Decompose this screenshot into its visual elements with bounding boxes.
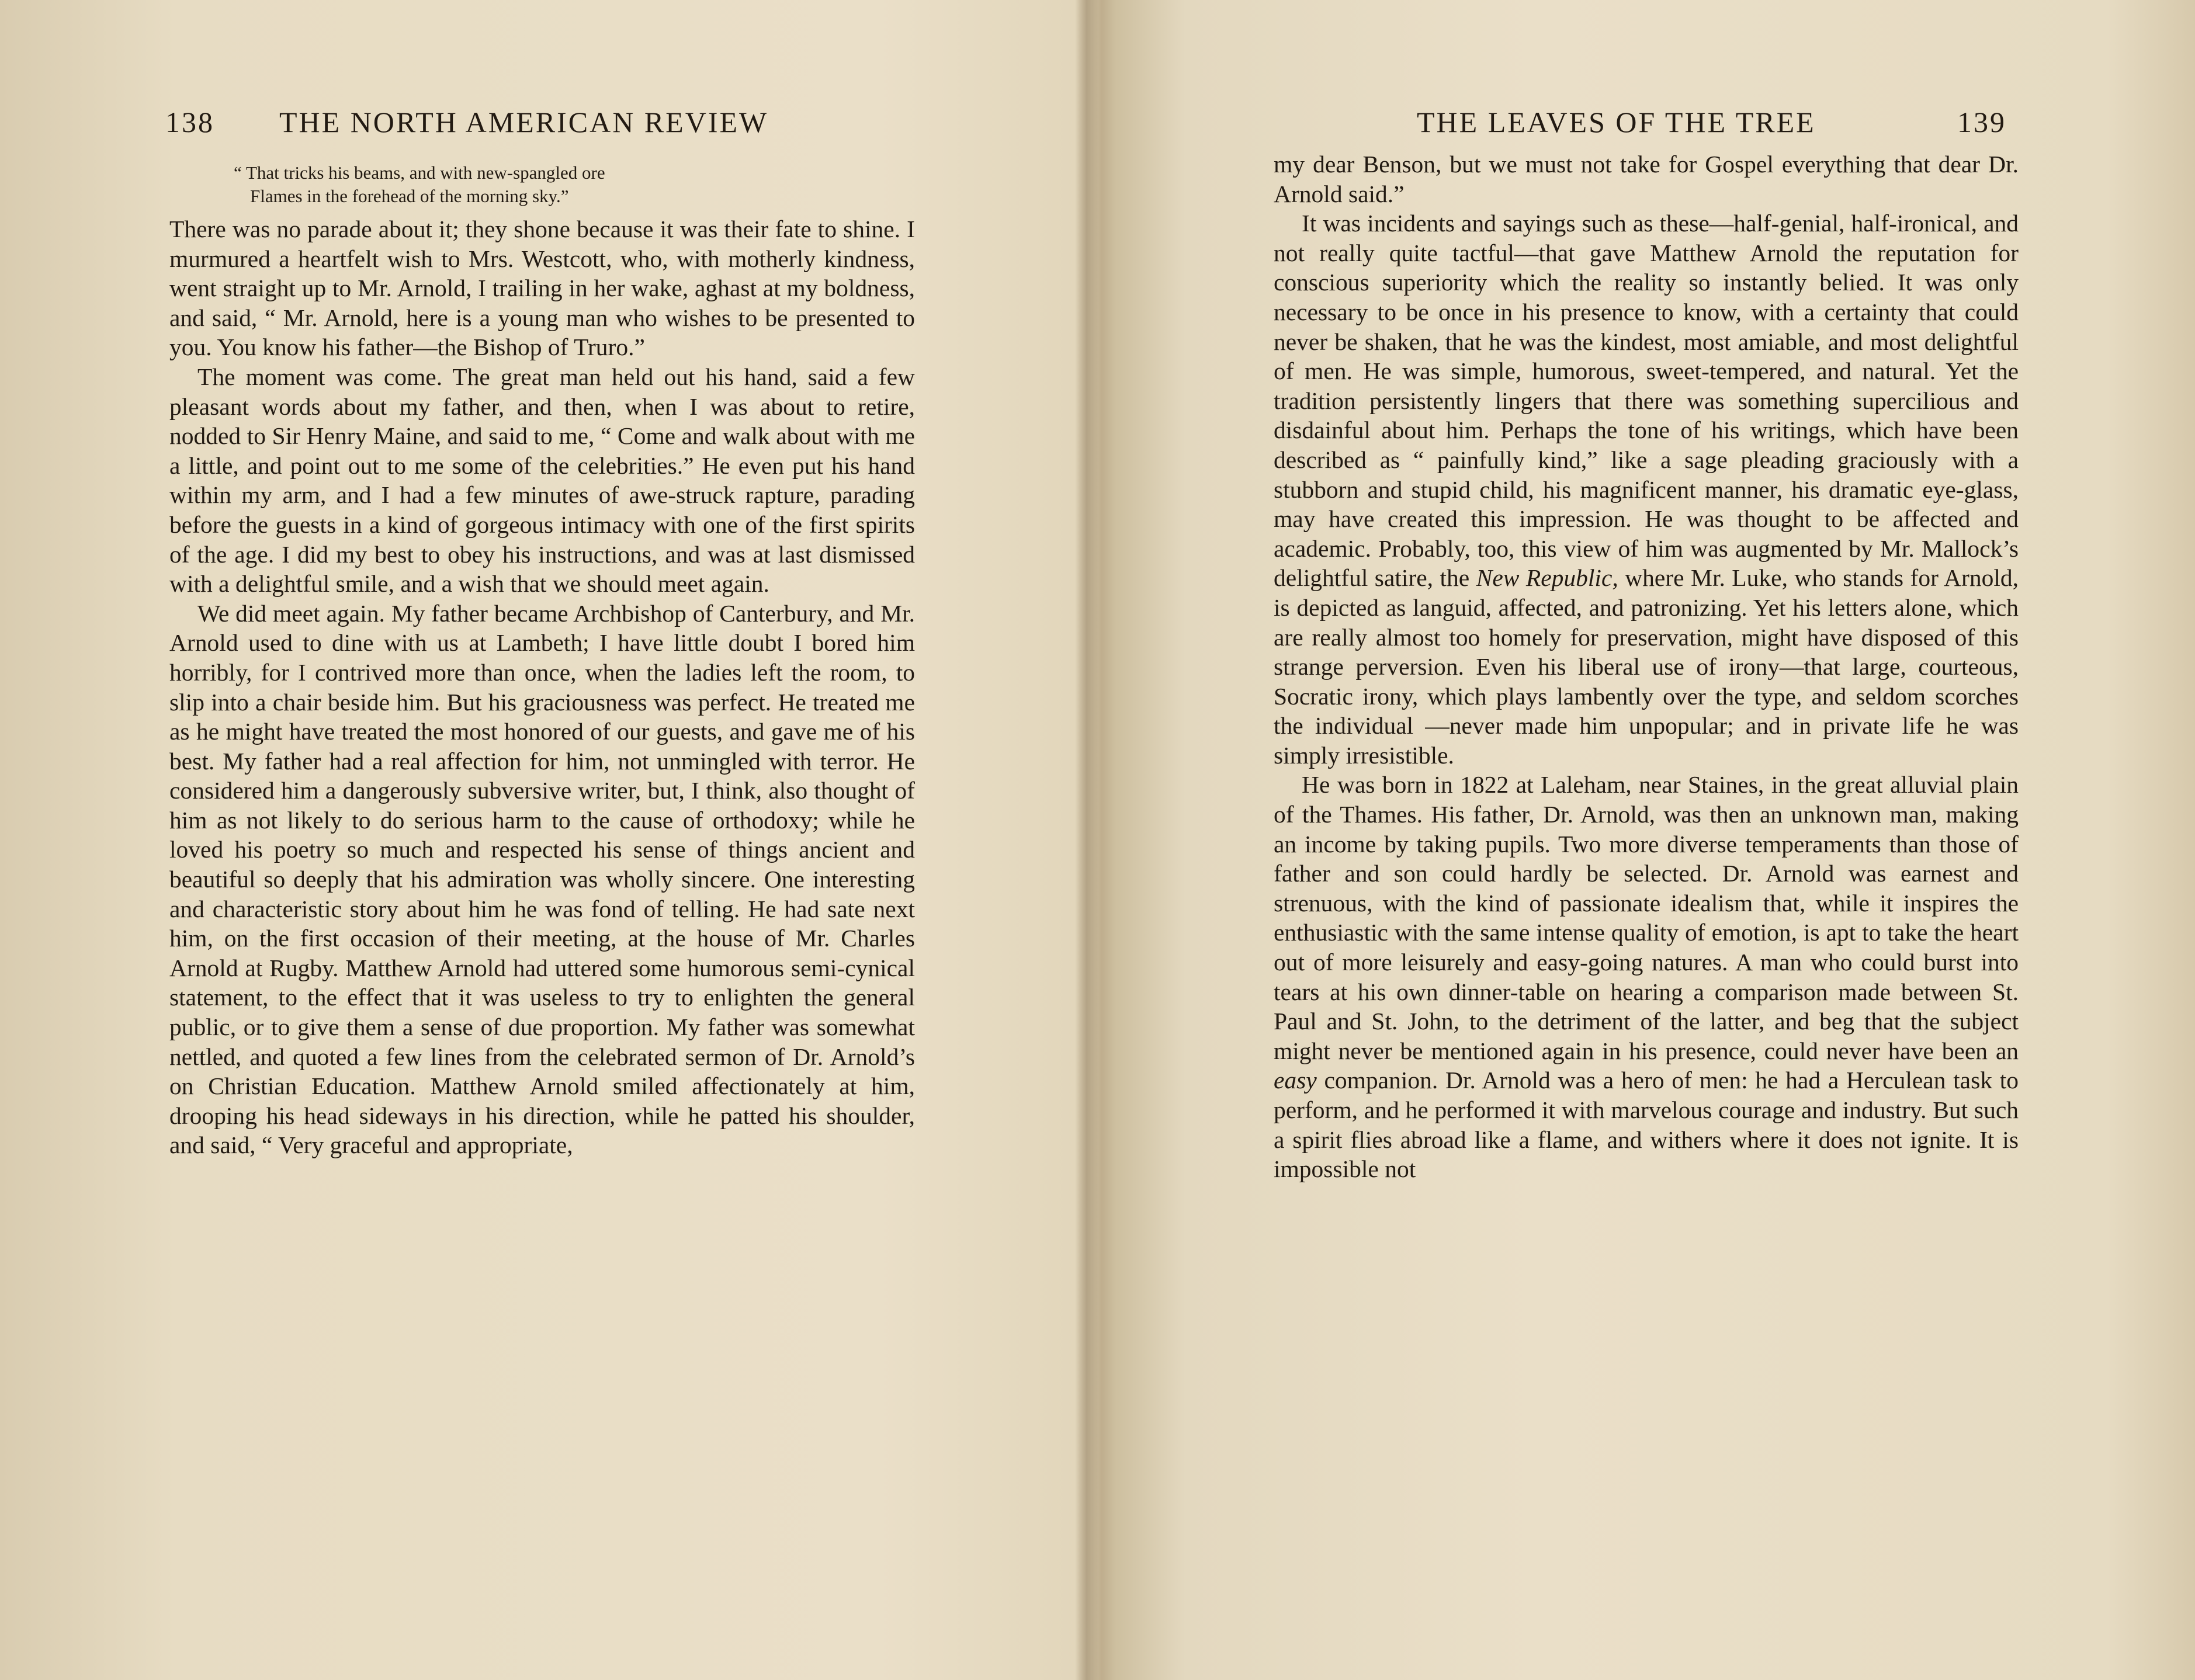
left-running-head: THE NORTH AMERICAN REVIEW: [279, 106, 769, 138]
new-republic-title: New Republic,: [1476, 564, 1618, 592]
easy-emphasis: easy: [1274, 1067, 1317, 1094]
right-paragraph-2: [1274, 209, 2019, 770]
right-paragraph-3-text-b: companion. Dr. Arnold was a hero of men: he had a Herculean task to perform, and he performed it with marvelous courage and industry. But such a spirit flies abroad like a flame, and withers where it does not ignite. It is impossible not: [1274, 1067, 2019, 1183]
verse-quotation: [234, 161, 818, 208]
left-page-number: 138: [165, 106, 214, 138]
left-body-text: [169, 214, 915, 1160]
right-paragraph-3: [1274, 770, 2019, 1183]
left-paragraph-3: We did meet again. My father became Archbishop of Canterbury, and Mr. Arnold used to dine with us at Lambeth; I have little doubt I bored him horribly, for I contrived more than once, when the ladies left the room, to slip into a chair beside him. But his graciousness was perfect. He treated me as he might have treated the most honored of our guests, and gave me of his best. My father had a real affection for him, not unmingled with terror. He considered him a dangerously subversive writer, but, I think, also thought of him as not likely to do serious harm to the cause of orthodoxy; while he loved his poetry so much and respected his sense of things ancient and beautiful so deeply that his admiration was wholly sincere. One interesting and characteristic story about him he was fond of telling. He had sate next him, on the first occasion of their meeting, at the house of Mr. Charles Arnold at Rugby. Matthew Arnold had uttered some humorous semi-cynical statement, to the effect that it was useless to try to enlighten the general public, or to give them a sense of due proportion. My father was somewhat nettled, and quoted a few lines from the celebrated sermon of Dr. Arnold’s on Christian Education. Matthew Arnold smiled affectionately at him, drooping his head sideways in his direction, while he patted his shoulder, and said, “ Very graceful and appropriate,: [169, 599, 915, 1159]
right-page-number: 139: [1957, 106, 2006, 138]
left-paragraph-2: The moment was come. The great man held out his hand, said a few pleasant words about my father, and then, when I was about to retire, nodded to Sir Henry Maine, and said to me, “ Come and walk about with me a little, and point out to me some of the celebrities.” He even put his hand within my arm, and I had a few minutes of awe-struck rapture, parading before the guests in a kind of gorgeous intimacy with one of the first spirits of the age. I did my best to obey his instructions, and was at last dismissed with a delightful smile, and a wish that we should meet again.: [169, 363, 915, 598]
left-page: [0, 0, 1087, 1680]
right-paragraph-1: my dear Benson, but we must not take for Gospel everything that dear Dr. Arnold said.”: [1274, 151, 2019, 207]
right-paragraph-2-text-b: where Mr. Luke, who stands for Arnold, is depicted as languid, affected, and patronizing. Yet his letters alone, which are really almost too homely for preservation, might have disposed of this strange perversion. Even his liberal use of irony—that large, courteous, Socratic irony, which plays lambently over the type, and seldom scorches the individual —never made him unpopular; and in private life he was simply irresistible.: [1274, 564, 2019, 769]
right-paragraph-3-text-a: He was born in 1822 at Laleham, near Staines, in the great alluvial plain of the Thames. His father, Dr. Arnold, was then an unknown man, making an income by taking pupils. Two more diverse temperaments than those of father and son could hardly be selected. Dr. Arnold was earnest and strenuous, with the kind of passionate idealism that, while it inspires the enthusiastic with the same intense quality of emotion, is apt to take the heart out of more leisurely and easy-going natures. A man who could burst into tears at his own dinner-table on hearing a comparison made between St. Paul and St. John, to the detriment of the latter, and beg that the subject might never be mentioned again in his presence, could never have been an: [1274, 771, 2019, 1064]
right-running-head: THE LEAVES OF THE TREE: [1417, 106, 1816, 138]
right-body-text: [1274, 150, 2019, 1184]
verse-line-1: “ That tricks his beams, and with new-spangled ore: [234, 162, 605, 183]
right-page: [1098, 0, 2195, 1680]
verse-line-2: Flames in the forehead of the morning sky.”: [250, 186, 569, 206]
left-paragraph-1: There was no parade about it; they shone because it was their fate to shine. I murmured a heartfelt wish to Mrs. Westcott, who, with motherly kindness, went straight up to Mr. Arnold, I trailing in her wake, aghast at my boldness, and said, “ Mr. Arnold, here is a young man who wishes to be presented to you. You know his father—the Bishop of Truro.”: [169, 216, 915, 361]
right-paragraph-2-text-a: It was incidents and sayings such as these—half-genial, half-ironical, and not really quite tactful—that gave Matthew Arnold the reputation for conscious superiority which the reality so instantly belied. It was only necessary to be once in his presence to know, with a certainty that could never be shaken, that he was the kindest, most amiable, and most delightful of men. He was simple, humorous, sweet-tempered, and natural. Yet the tradition persistently lingers that there was something supercilious and disdainful about him. Perhaps the tone of his writings, which have been described as “ painfully kind,” like a sage pleading graciously with a stubborn and stupid child, his magnificent manner, his dramatic eye-glass, may have created this impression. He was thought to be affected and academic. Probably, too, this view of him was augmented by Mr. Mallock’s delightful satire, the: [1274, 210, 2019, 592]
